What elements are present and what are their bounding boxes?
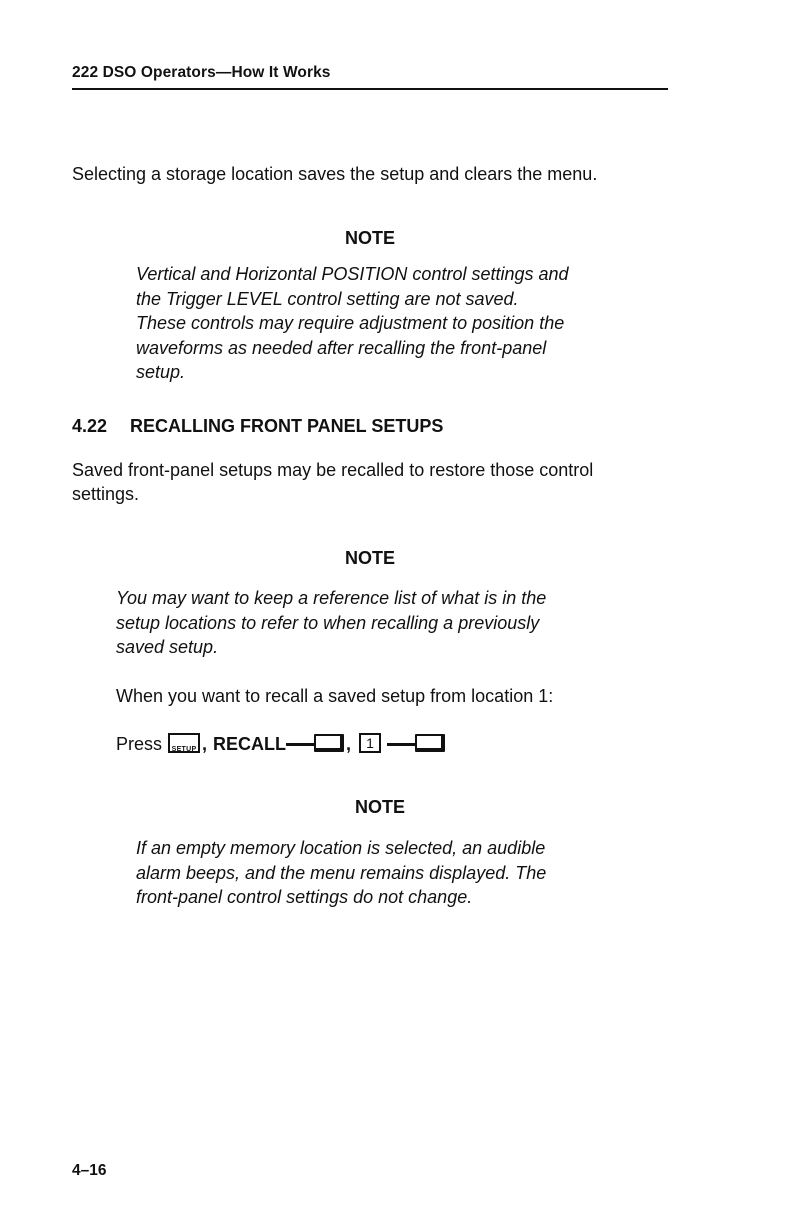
running-header (72, 64, 668, 90)
note-line: You may want to keep a reference list of what is in the (116, 588, 547, 608)
section-title: RECALLING FRONT PANEL SETUPS (130, 416, 444, 436)
note-line: These controls may require adjustment to position the (136, 313, 565, 333)
location-key-icon (359, 733, 381, 753)
procedure-instruction (116, 730, 445, 758)
menu-softkey-icon (314, 734, 344, 752)
note-line: alarm beeps, and the menu remains displayed. The (136, 862, 547, 883)
section-number: 4.22 (72, 416, 108, 436)
section-paragraph (72, 458, 593, 506)
paragraph-line: Saved front-panel setups may be recalled to restore those control (72, 460, 594, 480)
running-head-text: 222 DSO Operators—How It Works (72, 64, 331, 81)
press-label: Press (116, 733, 163, 754)
setup-key-label: SETUP (171, 746, 197, 753)
separator: , (202, 733, 208, 754)
section-heading (72, 416, 443, 437)
procedure-intro: When you want to recall a saved setup from location 1: (116, 686, 554, 706)
note-line: saved setup. (116, 637, 219, 657)
intro-paragraph: Selecting a storage location saves the setup and clears the menu. (72, 164, 598, 184)
note-line: Vertical and Horizontal POSITION control settings and (136, 264, 569, 284)
note-line: the Trigger LEVEL control setting are not saved. (136, 288, 519, 309)
note-line: setup locations to refer to when recalling a previously (116, 612, 540, 633)
setup-key-icon (168, 733, 200, 753)
note-body (136, 262, 569, 385)
leader-line-icon (387, 743, 415, 746)
note-line: front-panel control settings do not change. (136, 887, 473, 907)
note-heading: NOTE (344, 548, 395, 568)
separator: , (346, 733, 352, 754)
note-heading: NOTE (354, 797, 405, 817)
note-heading: NOTE (344, 228, 395, 248)
paragraph-line: settings. (72, 484, 140, 504)
note-line: If an empty memory location is selected, an audible (136, 838, 546, 858)
page-number: 4–16 (72, 1162, 107, 1179)
note-line: setup. (136, 362, 186, 382)
note-body (116, 586, 546, 660)
note-line: waveforms as needed after recalling the front-panel (136, 337, 547, 358)
location-key-label: 1 (366, 735, 374, 751)
recall-label: RECALL (213, 733, 287, 754)
leader-line-icon (286, 743, 314, 746)
menu-softkey-icon (415, 734, 445, 752)
note-body (136, 836, 546, 910)
